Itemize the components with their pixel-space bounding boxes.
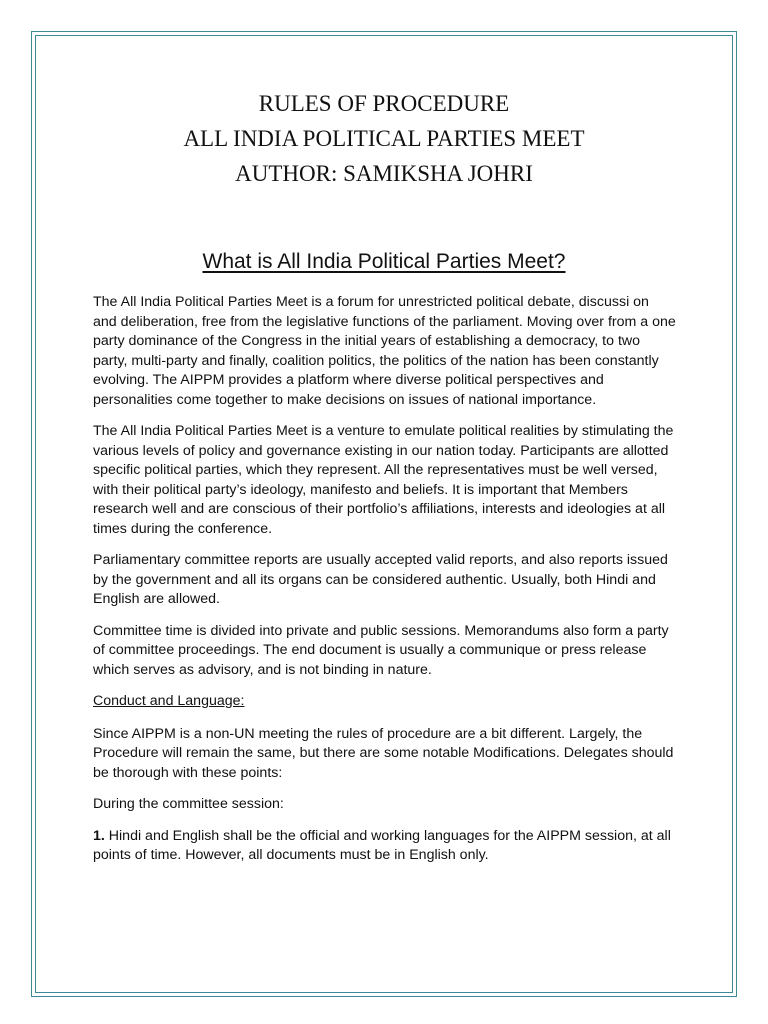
- paragraph-4: Committee time is divided into private and public sessions. Memorandums also form a party of committee proceedings. The end document is usually a communique or press release which serves as advisory, and is not binding in nature.: [93, 622, 669, 678]
- list-item-1: [93, 827, 676, 866]
- paragraph-1: The All India Political Parties Meet is a forum for unrestricted political debate, discussi on and deliberation, free from the legislative functions of the parliament. Moving over from a one party dominance of the Congress in the initial years of establishing a democracy, to two party, multi-party and finally, coalition politics, the politics of the nation has been constantly evolving. The AIPPM provides a platform where diverse political perspectives and personalities come together to make decisions on issues of national importance.: [93, 294, 676, 408]
- list-item-1-number: 1.: [93, 827, 105, 844]
- title-line-2: ALL INDIA POLITICAL PARTIES MEET: [183, 126, 585, 151]
- subheading-conduct: Conduct and Language:: [93, 693, 245, 709]
- paragraph-3: Parliamentary committee reports are usually accepted valid reports, and also reports issued by the government and all its organs can be considered authentic. Usually, both Hindi and English are allowed.: [93, 552, 668, 607]
- document-body: [93, 293, 676, 878]
- title-line-3: AUTHOR: SAMIKSHA JOHRI: [235, 161, 533, 186]
- paragraph-2: The All India Political Parties Meet is a venture to emulate political realities by stimulating the various levels of policy and governance existing in our nation today. Participants are allotted specific political parties, which they represent. All the representatives must be well versed, with their political party’s ideology, manifesto and beliefs. It is important that Members research well and are conscious of their portfolio’s affiliations, interests and ideologies at all times during the conference.: [93, 423, 674, 537]
- paragraph-5: Since AIPPM is a non-UN meeting the rules of procedure are a bit different. Largely, the Procedure will remain the same, but there are some notable Modifications. Delegates should be thorough with these points:: [93, 725, 674, 781]
- paragraph-6: During the committee session:: [93, 796, 284, 812]
- title-line-1: RULES OF PROCEDURE: [258, 91, 510, 116]
- list-item-1-text: Hindi and English shall be the official and working languages for the AIPPM session, at all points of time. However, all documents must be in English only.: [93, 827, 671, 863]
- section-heading: What is All India Political Parties Meet?: [202, 250, 566, 273]
- document-title: [36, 86, 732, 191]
